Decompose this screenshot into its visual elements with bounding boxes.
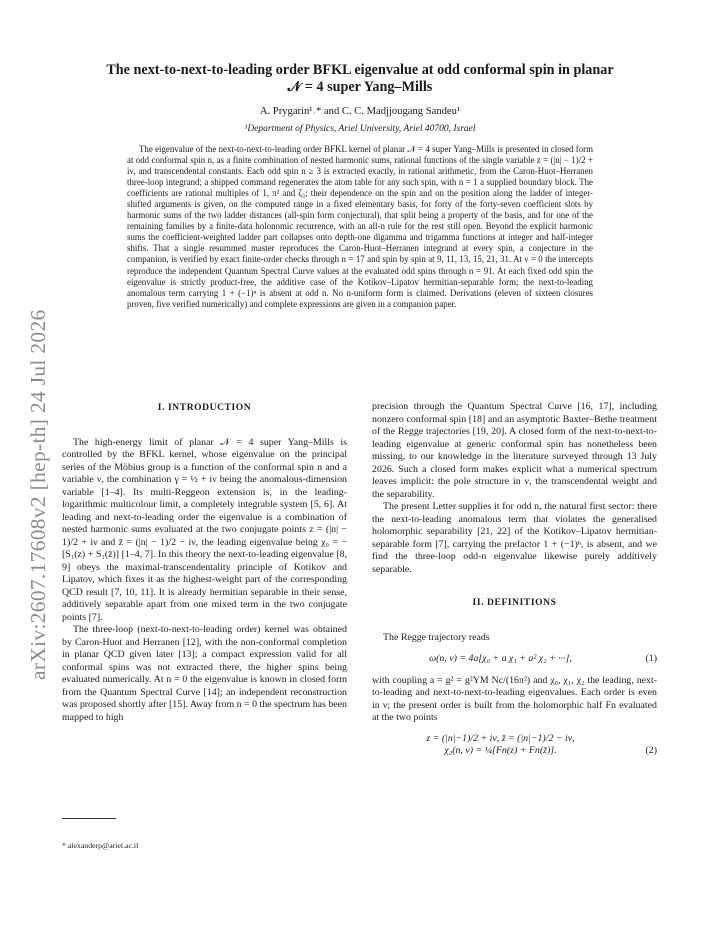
intro-paragraph-3: The present Letter supplies it for odd n, the natural first sector: there the next-to-leading anomalous term that violates the generalised holomorphic separability [21, 22] of the Kotikov–Lipatov hermitian-separable form [7], carrying the prefactor 1 + (−1)ⁿ, is absent, and we find the three-loop odd-n eigenvalue likewise purely additively separable. [372, 501, 657, 575]
section-heading-introduction: I. INTRODUCTION [157, 403, 252, 413]
equation-2-line-1: z = (|n|−1)/2 + iν, z̄ = (|n|−1)/2 − iν, [426, 732, 575, 744]
equation-1-number: (1) [645, 653, 657, 664]
title-line-2: 𝒩 = 4 super Yang–Mills [287, 79, 433, 95]
equation-1 [372, 653, 657, 666]
arxiv-id: arXiv:2607.17608v2 [hep-th] 24 Jul 2026 [26, 309, 50, 680]
abstract: The eigenvalue of the next-to-next-to-leading order BFKL kernel of planar 𝒩 = 4 super Yang–Mills is presented in closed form at odd conformal spin n, as a finite combination of nested harmonic sums, rational functions of the single variable z = (|n| − 1)/2 + iν, and transcendental constants. Each odd spin n ≥ 3 is extracted exactly, in rational arithmetic, from the Caron-Huot–Herranen three-loop integrand; a shipped command regenerates the atom table for any such spin, with n = 1 a supplied boundary block. The coefficients are rational multiples of 1, π² and ζ₃; their dependence on the spin and on the position along the ladder of integer-shifted arguments is given, on the computed range in a fixed elementary basis, for forty of the forty-seven coefficient slots by harmonic sums of the two ladder distances (all-spin form conjectural), that split being a property of the basis, and for one of the remaining families by a finite-data holonomic recurrence, with an all-n rule for the rest still open. Beyond the explicit harmonic sums the coefficient-weighted ladder part collapses onto depth-one digamma and trigamma functions at integer and half-integer shifts. That a single resummed master reproduces the Caron-Huot–Herranen integrand at every spin, a conjecture in the companion, is verified by exact finite-order checks through n = 17 and spin by spin at 9, 11, 13, 15, 21, 31. At ν = 0 the intercepts reproduce the independent Quantum Spectral Curve values at the evaluated odd spins through n = 91. At each fixed odd spin the eigenvalue is strictly product-free, the additive case of the Kotikov–Lipatov hermitian-separable form; the next-to-leading anomalous term carrying 1 + (−1)ⁿ is absent at odd n. No n-uniform form is claimed. Derivations (eleven of sixteen closures proven, five verified numerically) and complete expressions are given in a companion paper. [127, 144, 593, 309]
affiliation: ¹Department of Physics, Ariel University, Ariel 40700, Israel [244, 124, 476, 134]
equation-2-number: (2) [645, 745, 657, 756]
definitions-paragraph-1: The Regge trajectory reads [383, 631, 490, 643]
definitions-paragraph-2: with coupling a = g² = g²YM Nc/(16π²) and χ₀, χ₁, χ₂ the leading, next-to-leading and next-to-next-to-leading eigenvalues. Each order is even in ν; the present order is built from the holomorphic half Fn evaluated at the two points [372, 674, 657, 723]
section-heading-definitions: II. DEFINITIONS [472, 598, 557, 608]
authors: A. Prygarin¹˒* and C. C. Madjjougang Sandeu¹ [259, 106, 461, 117]
arxiv-stamp [18, 300, 58, 680]
footnote-rule [62, 818, 116, 819]
paper-title [60, 62, 660, 96]
title-line-1: The next-to-next-to-leading order BFKL eigenvalue at odd conformal spin in planar [106, 62, 614, 78]
right-column [372, 402, 657, 766]
intro-paragraph-2: The three-loop (next-to-next-to-leading order) kernel was obtained by Caron-Huot and Herranen [12], with the non-conformal completion in planar QCD given later [13]; a compact expression valid for all conformal spins was not extracted there, the higher spins being evaluated numerically. At n = 0 the eigenvalue is known in closed form from the Quantum Spectral Curve [14]; an independent reconstruction was proposed shortly after [15]. Away from n = 0 the spectrum has been mapped to high [62, 624, 347, 723]
left-column [62, 402, 347, 724]
intro-paragraph-1: The high-energy limit of planar 𝒩 = 4 super Yang–Mills is controlled by the BFKL kernel, whose eigenvalue on the principal series of the Möbius group is a function of the conformal spin n and a variable ν, the combination γ = ½ + iν being the anomalous-dimension variable [1–4]. Its multi-Reggeon extension is, in the leading-logarithmic multicolour limit, a completely integrable system [5, 6]. At leading and next-to-leading order the eigenvalue is a combination of nested harmonic sums evaluated at the two conjugate points z = (|n| − 1)/2 + iν and z̄ = (|n| − 1)/2 − iν, the leading eigenvalue being χ₀ = −[S₁(z) + S₁(z̄)] [1–4, 7]. In this theory the next-to-leading eigenvalue [8, 9] obeys the maximal-transcendentality principle of Kotikov and Lipatov, which fixes it as the highest-weight part of the corresponding QCD result [7, 10, 11]. It is already hermitian separable in their sense, additively separable apart from one mixed term in the two conjugate points [7]. [62, 436, 347, 623]
equation-1-body: ω(n, ν) = 4a[χ₀ + a χ₁ + a² χ₂ + ···], [429, 653, 572, 664]
intro-paragraph-2-continued: precision through the Quantum Spectral Curve [16, 17], including nonzero conformal spin [18] and an asymptotic Baxter–Bethe treatment of the Regge trajectories [19, 20]. A closed form of the next-to-next-to-leading eigenvalue at generic conformal spin has nonetheless been missing, to our knowledge in the literature surveyed through 13 July 2026. Such a closed form makes explicit what a numerical spectrum leaves implicit: the pole structure in ν, the transcendental weight and the separability. [372, 401, 657, 500]
equation-2 [372, 733, 657, 758]
equation-2-line-2: χ₂(n, ν) = ¼[Fn(z) + Fn(z̄)]. [444, 745, 557, 756]
footnote-email: * alexanderp@ariel.ac.il [62, 841, 139, 850]
